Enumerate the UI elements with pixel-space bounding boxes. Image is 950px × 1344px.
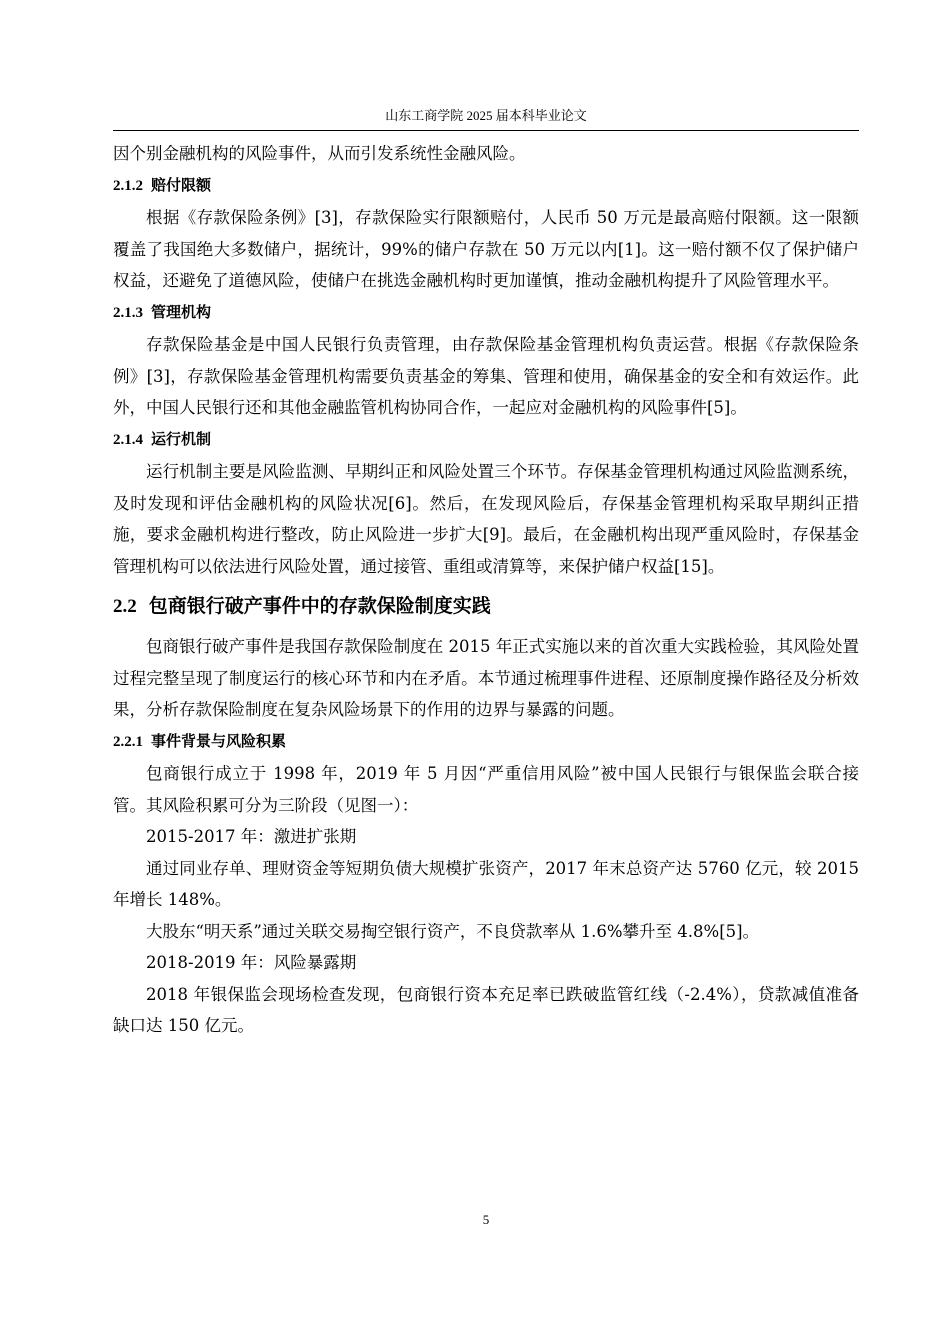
section-number: 2.1.2	[113, 177, 143, 194]
paragraph-phase-exposure: 2018-2019 年：风险暴露期	[146, 953, 357, 972]
paragraph-management-agency: 存款保险基金是中国人民银行负责管理，由存款保险基金管理机构负责运营。根据《存款保险条例》[3]，存款保险基金管理机构需要负责基金的筹集、管理和使用，确保基金的安全和有效运作。此外，中国人民银行还和其他金融监管机构协同合作，一起应对金融机构的风险事件[5]。	[113, 335, 859, 417]
section-title: 赔付限额	[151, 175, 212, 194]
paragraph-shareholder-detail: 大股东“明天系”通过关联交易掏空银行资产，不良贷款率从 1.6%攀升至 4.8%[5]。	[146, 921, 760, 941]
paragraph-exposure-detail: 2018 年银保监会现场检查发现，包商银行资本充足率已跌破监管红线（-2.4%），贷款减值准备缺口达 150 亿元。	[113, 984, 859, 1035]
paragraph-payout-limit: 根据《存款保险条例》[3]，存款保险实行限额赔付，人民币 50 万元是最高赔付限额。这一限额覆盖了我国绝大多数储户，据统计，99%的储户存款在 50 万元以内[1]。这一赔付额不仅了保护储户权益，还避免了道德风险，使储户在挑选金融机构时更加谨慎，推动金融机构提升了风险管理水平。	[113, 208, 859, 290]
section-heading-2-1-3	[113, 297, 859, 330]
header-rule	[113, 130, 859, 131]
section-heading-2-1-4	[113, 424, 859, 457]
section-title: 包商银行破产事件中的存款保险制度实践	[148, 595, 491, 617]
page-number: 5	[482, 1212, 490, 1227]
section-heading-2-1-2	[113, 170, 859, 203]
section-title: 管理机构	[151, 302, 212, 321]
paragraph-phase-expansion: 2015-2017 年：激进扩张期	[146, 827, 357, 846]
paragraph-operating-mechanism: 运行机制主要是风险监测、早期纠正和风险处置三个环节。存保基金管理机构通过风险监测系统，及时发现和评估金融机构的风险状况[6]。然后，在发现风险后，存保基金管理机构采取早期纠正措施，要求金融机构进行整改，防止风险进一步扩大[9]。最后，在金融机构出现严重风险时，存保基金管理机构可以依法进行风险处置，通过接管、重组或清算等，来保护储户权益[15]。	[113, 462, 859, 576]
section-title: 运行机制	[151, 429, 212, 448]
paragraph-baoshang-intro: 包商银行破产事件是我国存款保险制度在 2015 年正式实施以来的首次重大实践检验，其风险处置过程完整呈现了制度运行的核心环节和内在矛盾。本节通过梳理事件进程、还原制度操作路径及分析效果，分析存款保险制度在复杂风险场景下的作用的边界与暴露的问题。	[113, 637, 859, 719]
paragraph-background: 包商银行成立于 1998 年，2019 年 5 月因“严重信用风险”被中国人民银行与银保监会联合接管。其风险积累可分为三阶段（见图一）：	[113, 764, 859, 815]
section-heading-2-2-1	[113, 726, 859, 759]
section-title: 事件背景与风险积累	[151, 731, 287, 750]
running-header: 山东工商学院 2025 届本科毕业论文	[385, 108, 587, 123]
paragraph-expansion-detail: 通过同业存单、理财资金等短期负债大规模扩张资产，2017 年末总资产达 5760 亿元，较 2015 年增长 148%。	[113, 858, 859, 909]
section-number: 2.2.1	[113, 733, 143, 750]
section-number: 2.1.4	[113, 431, 143, 448]
section-number: 2.2	[113, 596, 137, 617]
body-content	[113, 138, 859, 1042]
section-number: 2.1.3	[113, 304, 143, 321]
section-heading-2-2	[113, 582, 859, 631]
paragraph-continuation: 因个别金融机构的风险事件，从而引发系统性金融风险。	[113, 144, 526, 163]
